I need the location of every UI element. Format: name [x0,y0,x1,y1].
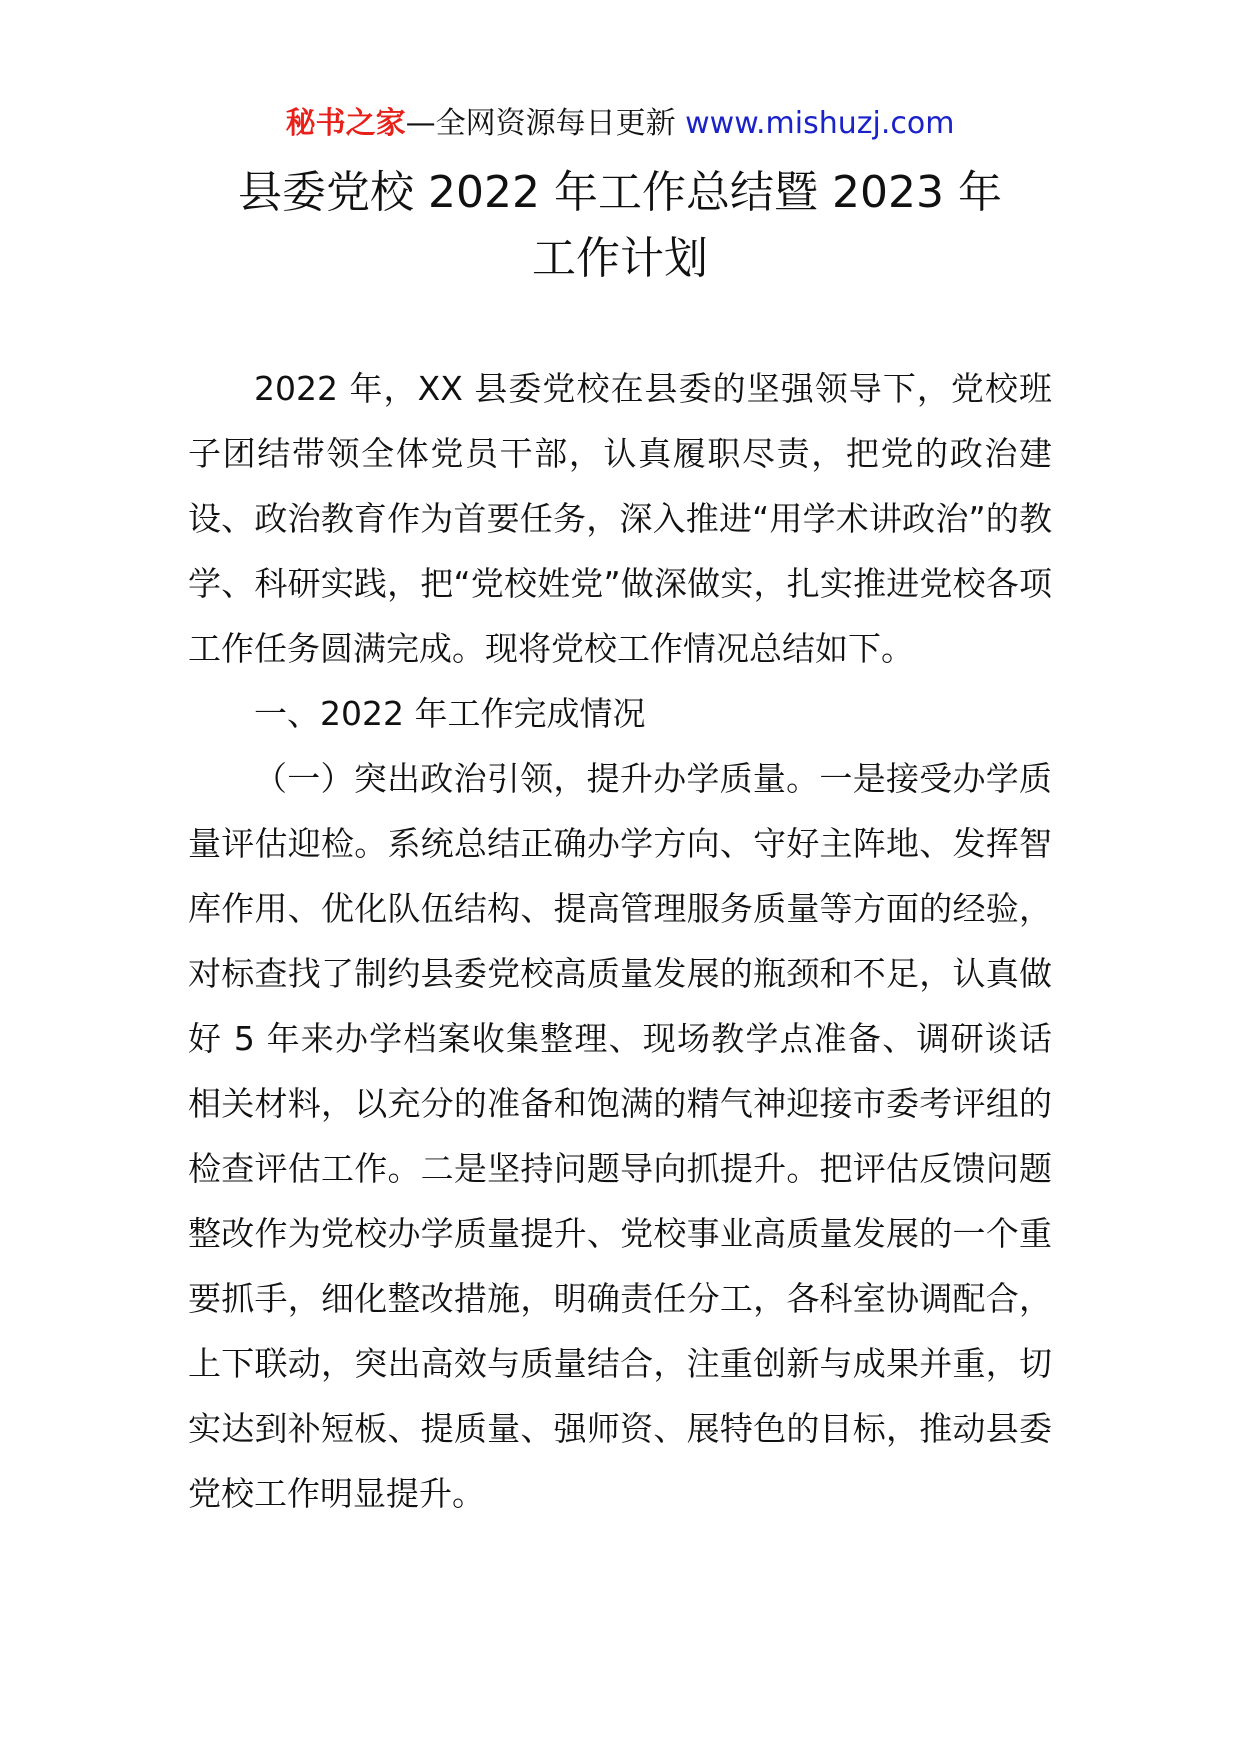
intro-paragraph: 2022 年，XX 县委党校在县委的坚强领导下，党校班子团结带领全体党员干部，认真履职尽责，把党的政治建设、政治教育作为首要任务，深入推进“用学术讲政治”的教学、科研实践，把“党校姓党”做深做实，扎实推进党校各项工作任务圆满完成。现将党校工作情况总结如下。 [188,369,1052,668]
section-heading: 一、2022 年工作完成情况 [254,694,646,733]
body-paragraph: （一）突出政治引领，提升办学质量。一是接受办学质量评估迎检。系统总结正确办学方向、守好主阵地、发挥智库作用、优化队伍结构、提高管理服务质量等方面的经验，对标查找了制约县委党校高质量发展的瓶颈和不足，认真做好 5 年来办学档案收集整理、现场教学点准备、调研谈话相关材料，以充分的准备和饱满的精气神迎接市委考评组的检查评估工作。二是坚持问题导向抓提升。把评估反馈问题整改作为党校办学质量提升、党校事业高质量发展的一个重要抓手，细化整改措施，明确责任分工，各科室协调配合，上下联动，突出高效与质量结合，注重创新与成果并重，切实达到补短板、提质量、强师资、展特色的目标，推动县委党校工作明显提升。 [188,759,1052,1513]
brand-name: 秘书之家 [285,106,406,141]
document-title [0,160,1240,292]
title-line-1: 县委党校 2022 年工作总结暨 2023 年 [238,167,1002,218]
document-body [188,356,1052,1526]
slogan: —全网资源每日更新 [405,106,676,141]
title-line-2: 工作计划 [532,233,708,284]
site-banner [0,104,1240,144]
site-url-link[interactable]: www.mishuzj.com [685,106,955,141]
